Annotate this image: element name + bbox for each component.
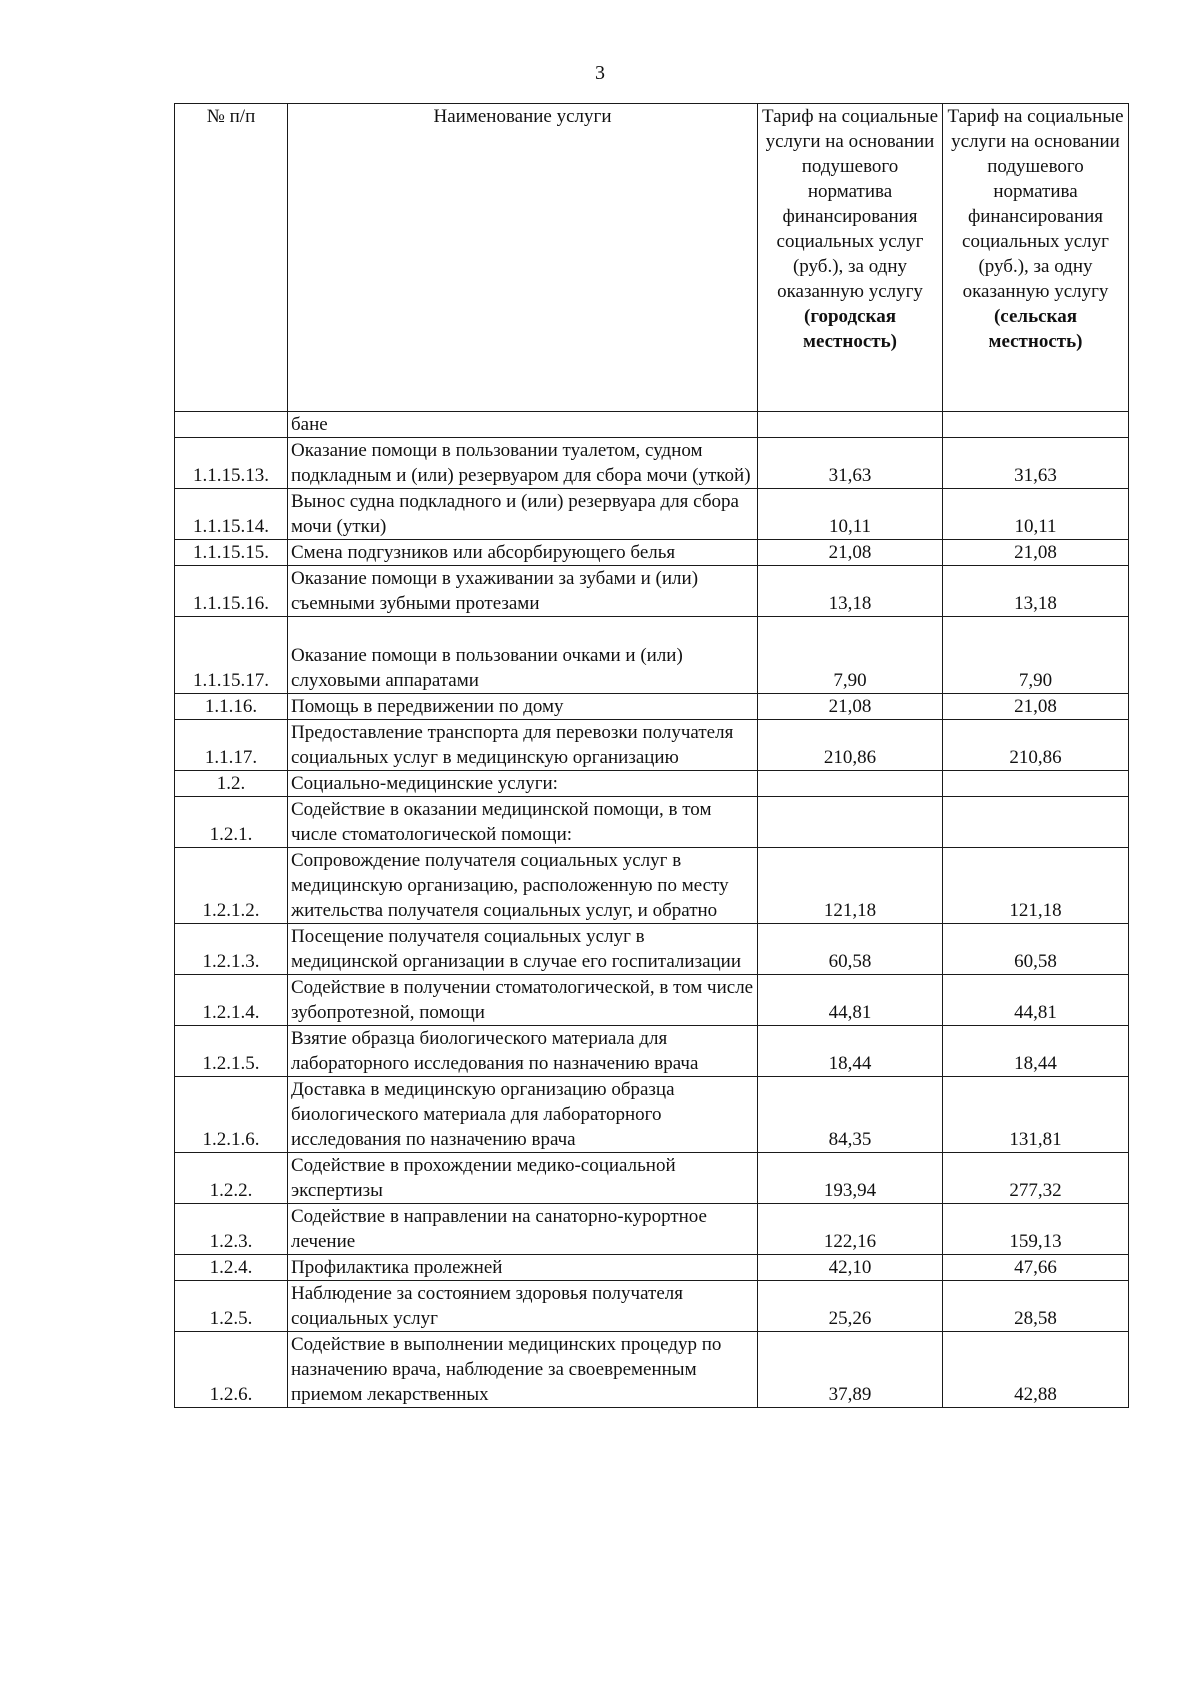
- table-header-row: [175, 104, 1129, 412]
- row-service-name: Посещение получателя социальных услуг в медицинской организации в случае его госпитализации: [288, 924, 758, 975]
- row-number: 1.1.15.13.: [175, 438, 288, 489]
- table-row: [175, 489, 1129, 540]
- row-urban-tariff: 210,86: [758, 720, 943, 771]
- row-urban-tariff: 37,89: [758, 1332, 943, 1408]
- table-row: [175, 720, 1129, 771]
- row-urban-tariff: 44,81: [758, 975, 943, 1026]
- row-number: 1.2.1.: [175, 797, 288, 848]
- row-rural-tariff: [943, 771, 1129, 797]
- table-row: [175, 1332, 1129, 1408]
- row-service-name: Социально-медицинские услуги:: [288, 771, 758, 797]
- row-rural-tariff: 31,63: [943, 438, 1129, 489]
- header-urban-text: Тариф на социальные услуги на основании подушевого норматива финансирования социальных услуг (руб.), за одну оказанную услугу: [761, 106, 939, 302]
- row-rural-tariff: 10,11: [943, 489, 1129, 540]
- header-rural-tariff: [943, 104, 1129, 412]
- row-service-name: бане: [288, 412, 758, 438]
- row-service-name: Вынос судна подкладного и (или) резервуара для сбора мочи (утки): [288, 489, 758, 540]
- row-service-name: Сопровождение получателя социальных услуг в медицинскую организацию, расположенную по месту жительства получателя социальных услуг, и обратно: [288, 848, 758, 924]
- page-number: 3: [595, 62, 605, 84]
- row-urban-tariff: 31,63: [758, 438, 943, 489]
- row-urban-tariff: [758, 797, 943, 848]
- row-urban-tariff: [758, 412, 943, 438]
- row-service-name: Профилактика пролежней: [288, 1255, 758, 1281]
- header-rural-area: (сельская местность): [988, 306, 1083, 352]
- row-service-name: Содействие в оказании медицинской помощи, в том числе стоматологической помощи:: [288, 797, 758, 848]
- row-rural-tariff: 42,88: [943, 1332, 1129, 1408]
- row-rural-tariff: 21,08: [943, 694, 1129, 720]
- row-service-name: Оказание помощи в ухаживании за зубами и (или) съемными зубными протезами: [288, 566, 758, 617]
- row-rural-tariff: 131,81: [943, 1077, 1129, 1153]
- row-number: 1.1.15.14.: [175, 489, 288, 540]
- row-rural-tariff: 18,44: [943, 1026, 1129, 1077]
- table-row: [175, 412, 1129, 438]
- table-row: [175, 1204, 1129, 1255]
- row-urban-tariff: [758, 771, 943, 797]
- row-number: 1.2.1.2.: [175, 848, 288, 924]
- row-urban-tariff: 18,44: [758, 1026, 943, 1077]
- row-number: 1.2.2.: [175, 1153, 288, 1204]
- table-row: [175, 617, 1129, 694]
- row-urban-tariff: 21,08: [758, 694, 943, 720]
- row-service-name: Доставка в медицинскую организацию образца биологического материала для лабораторного исследования по назначению врача: [288, 1077, 758, 1153]
- table-row: [175, 924, 1129, 975]
- row-number: 1.2.5.: [175, 1281, 288, 1332]
- row-number: 1.2.: [175, 771, 288, 797]
- row-rural-tariff: [943, 797, 1129, 848]
- header-urban-area: (городская местность): [803, 306, 897, 352]
- table-row: [175, 1077, 1129, 1153]
- row-urban-tariff: 121,18: [758, 848, 943, 924]
- row-rural-tariff: 47,66: [943, 1255, 1129, 1281]
- row-number: 1.2.1.6.: [175, 1077, 288, 1153]
- header-num: № п/п: [175, 104, 288, 412]
- row-service-name: Наблюдение за состоянием здоровья получателя социальных услуг: [288, 1281, 758, 1332]
- table-row: [175, 975, 1129, 1026]
- table-row: [175, 848, 1129, 924]
- row-urban-tariff: 7,90: [758, 617, 943, 694]
- table-row: [175, 771, 1129, 797]
- row-urban-tariff: 193,94: [758, 1153, 943, 1204]
- table-row: [175, 566, 1129, 617]
- row-urban-tariff: 13,18: [758, 566, 943, 617]
- table-row: [175, 1255, 1129, 1281]
- row-service-name: Содействие в прохождении медико-социальной экспертизы: [288, 1153, 758, 1204]
- table-row: [175, 540, 1129, 566]
- row-rural-tariff: 121,18: [943, 848, 1129, 924]
- row-rural-tariff: 277,32: [943, 1153, 1129, 1204]
- header-urban-tariff: [758, 104, 943, 412]
- row-rural-tariff: 7,90: [943, 617, 1129, 694]
- row-service-name: Помощь в передвижении по дому: [288, 694, 758, 720]
- header-name: Наименование услуги: [288, 104, 758, 412]
- row-number: 1.1.15.15.: [175, 540, 288, 566]
- row-service-name: Оказание помощи в пользовании туалетом, судном подкладным и (или) резервуаром для сбора мочи (уткой): [288, 438, 758, 489]
- row-rural-tariff: 210,86: [943, 720, 1129, 771]
- row-urban-tariff: 21,08: [758, 540, 943, 566]
- row-urban-tariff: 84,35: [758, 1077, 943, 1153]
- row-number: [175, 412, 288, 438]
- row-number: 1.2.6.: [175, 1332, 288, 1408]
- row-number: 1.2.4.: [175, 1255, 288, 1281]
- row-number: 1.2.1.5.: [175, 1026, 288, 1077]
- row-rural-tariff: 44,81: [943, 975, 1129, 1026]
- row-service-name: Содействие в получении стоматологической, в том числе зубопротезной, помощи: [288, 975, 758, 1026]
- row-number: 1.2.3.: [175, 1204, 288, 1255]
- row-rural-tariff: 28,58: [943, 1281, 1129, 1332]
- table-row: [175, 797, 1129, 848]
- row-rural-tariff: 159,13: [943, 1204, 1129, 1255]
- row-rural-tariff: [943, 412, 1129, 438]
- table-row: [175, 1026, 1129, 1077]
- header-rural-text: Тариф на социальные услуги на основании подушевого норматива финансирования социальных услуг (руб.), за одну оказанную услугу: [947, 106, 1124, 302]
- row-service-name: Содействие в направлении на санаторно-курортное лечение: [288, 1204, 758, 1255]
- row-rural-tariff: 13,18: [943, 566, 1129, 617]
- row-service-name: Оказание помощи в пользовании очками и (или) слуховыми аппаратами: [288, 617, 758, 694]
- row-urban-tariff: 10,11: [758, 489, 943, 540]
- table-row: [175, 694, 1129, 720]
- row-urban-tariff: 25,26: [758, 1281, 943, 1332]
- table-row: [175, 1153, 1129, 1204]
- row-urban-tariff: 122,16: [758, 1204, 943, 1255]
- row-number: 1.1.15.17.: [175, 617, 288, 694]
- row-rural-tariff: 60,58: [943, 924, 1129, 975]
- row-number: 1.1.15.16.: [175, 566, 288, 617]
- row-service-name: Содействие в выполнении медицинских процедур по назначению врача, наблюдение за своевременным приемом лекарственных: [288, 1332, 758, 1408]
- row-number: 1.1.17.: [175, 720, 288, 771]
- row-urban-tariff: 60,58: [758, 924, 943, 975]
- row-number: 1.2.1.4.: [175, 975, 288, 1026]
- tariff-table: [174, 103, 1129, 1408]
- row-number: 1.1.16.: [175, 694, 288, 720]
- row-rural-tariff: 21,08: [943, 540, 1129, 566]
- row-service-name: Предоставление транспорта для перевозки получателя социальных услуг в медицинскую организацию: [288, 720, 758, 771]
- row-service-name: Смена подгузников или абсорбирующего белья: [288, 540, 758, 566]
- row-service-name: Взятие образца биологического материала для лабораторного исследования по назначению врача: [288, 1026, 758, 1077]
- table-row: [175, 1281, 1129, 1332]
- table-row: [175, 438, 1129, 489]
- row-number: 1.2.1.3.: [175, 924, 288, 975]
- row-urban-tariff: 42,10: [758, 1255, 943, 1281]
